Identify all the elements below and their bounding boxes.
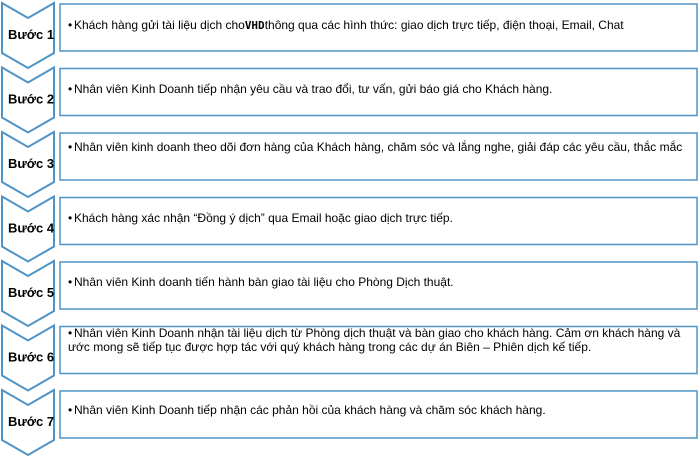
step-5-label: Bước 5 — [7, 285, 55, 300]
step-6-label: Bước 6 — [7, 349, 55, 365]
step-1-label: Bước 1 — [7, 27, 55, 42]
step-1-text: • Khách hàng gửi tài liệu dịch choVHDthông qua các hình thức: giao dịch trực tiếp, điện thoại, Email, Chat — [68, 18, 624, 32]
step-5-text-content: Nhân viên Kinh doanh tiến hành bàn giao tài liệu cho Phòng Dịch thuật. — [74, 275, 454, 289]
step-3-text: • Nhân viên kinh doanh theo dõi đơn hàng của Khách hàng, chăm sóc và lắng nghe, giải đáp các yêu cầu, thắc mắc — [68, 140, 683, 154]
step-4-text: • Khách hàng xác nhận “Đồng ý dịch” qua Email hoặc giao dịch trực tiếp. — [68, 211, 453, 225]
step-1-text-after: thông qua các hình thức: giao dịch trực tiếp, điện thoại, Email, Chat — [264, 18, 624, 32]
step-2-text: • Nhân viên Kinh Doanh tiếp nhận yêu cầu và trao đổi, tư vấn, gửi báo giá cho Khách hàng. — [68, 82, 553, 96]
step-2-label: Bước 2 — [7, 91, 55, 107]
step-6-text-content: Nhân viên Kinh Doanh nhận tài liệu dịch từ Phòng dịch thuật và bàn giao cho khách hàng. Cảm ơn khách hàng và ước mong sẽ tiếp tục được hợp tác với quý khách hàng trong các dự án Biên – Phiên dịch kế tiếp. — [68, 326, 681, 354]
step-2-text-content: Nhân viên Kinh Doanh tiếp nhận yêu cầu và trao đổi, tư vấn, gửi báo giá cho Khách hàng. — [74, 82, 553, 96]
step-1-text-before: Khách hàng gửi tài liệu dịch cho — [74, 18, 245, 32]
step-3-label: Bước 3 — [7, 156, 55, 171]
step-7-label: Bước 7 — [7, 414, 55, 429]
brand-name: VHD — [244, 19, 265, 32]
step-6-text: • Nhân viên Kinh Doanh nhận tài liệu dịch từ Phòng dịch thuật và bàn giao cho khách hàng. Cảm ơn khách hàng và ước mong sẽ tiếp tục được hợp tác với quý khách hàng trong các dự án Biên – Phiên dịch kế tiếp. — [68, 326, 681, 354]
step-7-text: • Nhân viên Kinh Doanh tiếp nhận các phản hồi của khách hàng và chăm sóc khách hàng. — [68, 403, 546, 417]
step-3-text-content: Nhân viên kinh doanh theo dõi đơn hàng của Khách hàng, chăm sóc và lắng nghe, giải đáp các yêu cầu, thắc mắc — [74, 140, 683, 154]
step-4-text-content: Khách hàng xác nhận “Đồng ý dịch” qua Email hoặc giao dịch trực tiếp. — [74, 211, 453, 225]
step-4-label: Bước 4 — [7, 220, 55, 236]
step-7-text-content: Nhân viên Kinh Doanh tiếp nhận các phản hồi của khách hàng và chăm sóc khách hàng. — [74, 403, 546, 417]
step-5-text: • Nhân viên Kinh doanh tiến hành bàn giao tài liệu cho Phòng Dịch thuật. — [68, 275, 454, 289]
